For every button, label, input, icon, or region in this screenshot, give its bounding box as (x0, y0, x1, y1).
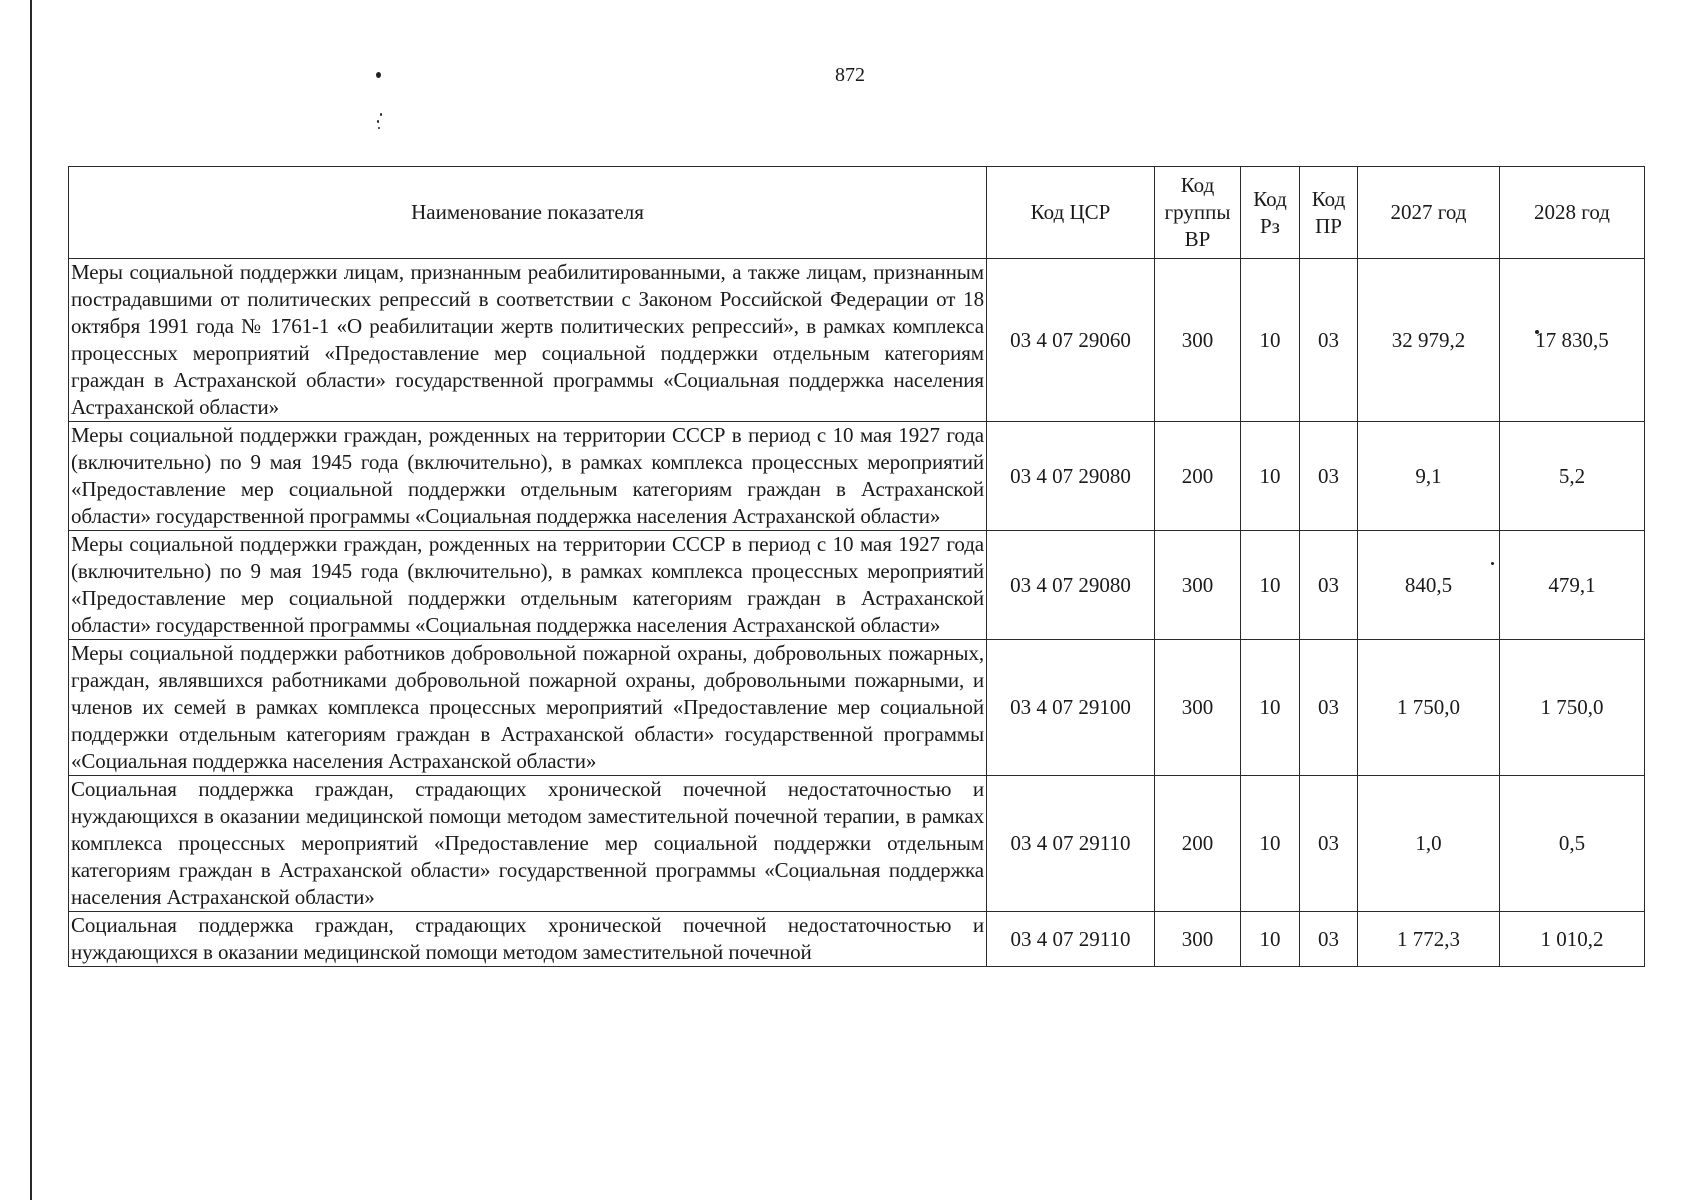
table-row (69, 776, 1645, 912)
amount-2027: 32 979,2 (1358, 259, 1500, 422)
page-number: 872 (835, 64, 865, 86)
indicator-name: Социальная поддержка граждан, страдающих хронической почечной недостаточностью и нуждающихся в оказании медицинской помощи методом заместительной почечной (69, 912, 987, 967)
csr-code: 03 4 07 29110 (987, 912, 1155, 967)
amount-2028: 479,1 (1500, 531, 1645, 640)
vr-group-code: 200 (1155, 422, 1241, 531)
indicator-name: Меры социальной поддержки работников добровольной пожарной охраны, добровольных пожарных, граждан, являвшихся работниками добровольной пожарной охраны, добровольными пожарными, и членов их семей в рамках комплекса процессных мероприятий «Предоставление мер социальной поддержки отдельным категориям граждан в Астраханской области» государственной программы «Социальная поддержка населения Астраханской области» (69, 640, 987, 776)
scan-speck (376, 72, 381, 78)
csr-code: 03 4 07 29060 (987, 259, 1155, 422)
header-year-2027: 2027 год (1358, 167, 1500, 259)
header-csr-code: Код ЦСР (987, 167, 1155, 259)
amount-2028: 0,5 (1500, 776, 1645, 912)
amount-2027: 1 750,0 (1358, 640, 1500, 776)
pr-code: 03 (1300, 531, 1358, 640)
pr-code: 03 (1300, 776, 1358, 912)
indicator-name: Социальная поддержка граждан, страдающих хронической почечной недостаточностью и нуждающихся в оказании медицинской помощи методом заместительной почечной терапии, в рамках комплекса процессных мероприятий «Предоставление мер социальной поддержки отдельным категориям граждан в Астраханской области» государственной программы «Социальная поддержка населения Астраханской области» (69, 776, 987, 912)
amount-2027: 9,1 (1358, 422, 1500, 531)
rz-code: 10 (1241, 776, 1300, 912)
budget-table (68, 166, 1645, 967)
header-indicator-name: Наименование показателя (69, 167, 987, 259)
amount-2027: 1 772,3 (1358, 912, 1500, 967)
scan-speck (380, 113, 382, 116)
header-rz-code: Код Рз (1241, 167, 1300, 259)
table-row (69, 912, 1645, 967)
indicator-name: Меры социальной поддержки граждан, рожденных на территории СССР в период с 10 мая 1927 года (включительно) по 9 мая 1945 года (включительно), в рамках комплекса процессных мероприятий «Предоставление мер социальной поддержки отдельным категориям граждан в Астраханской области» государственной программы «Социальная поддержка населения Астраханской области» (69, 531, 987, 640)
rz-code: 10 (1241, 531, 1300, 640)
vr-group-code: 300 (1155, 259, 1241, 422)
amount-2028: 17 830,5 (1500, 259, 1645, 422)
table-row (69, 259, 1645, 422)
scan-left-border-line (30, 0, 32, 1200)
amount-2028: 1 750,0 (1500, 640, 1645, 776)
table-row (69, 422, 1645, 531)
csr-code: 03 4 07 29080 (987, 422, 1155, 531)
amount-2027: 840,5 (1358, 531, 1500, 640)
pr-code: 03 (1300, 912, 1358, 967)
header-pr-code: Код ПР (1300, 167, 1358, 259)
vr-group-code: 300 (1155, 912, 1241, 967)
table-row (69, 640, 1645, 776)
table-row (69, 531, 1645, 640)
header-vr-group-code: Код группы ВР (1155, 167, 1241, 259)
amount-2027: 1,0 (1358, 776, 1500, 912)
rz-code: 10 (1241, 912, 1300, 967)
vr-group-code: 300 (1155, 640, 1241, 776)
indicator-name: Меры социальной поддержки граждан, рожденных на территории СССР в период с 10 мая 1927 года (включительно) по 9 мая 1945 года (включительно), в рамках комплекса процессных мероприятий «Предоставление мер социальной поддержки отдельным категориям граждан в Астраханской области» государственной программы «Социальная поддержка населения Астраханской области» (69, 422, 987, 531)
indicator-name: Меры социальной поддержки лицам, признанным реабилитированными, а также лицам, признанным пострадавшими от политических репрессий в соответствии с Законом Российской Федерации от 18 октября 1991 года № 1761-1 «О реабилитации жертв политических репрессий», в рамках комплекса процессных мероприятий «Предоставление мер социальной поддержки отдельным категориям граждан в Астраханской области» государственной программы «Социальная поддержка населения Астраханской области» (69, 259, 987, 422)
pr-code: 03 (1300, 640, 1358, 776)
vr-group-code: 200 (1155, 776, 1241, 912)
rz-code: 10 (1241, 259, 1300, 422)
amount-2028: 1 010,2 (1500, 912, 1645, 967)
rz-code: 10 (1241, 640, 1300, 776)
csr-code: 03 4 07 29080 (987, 531, 1155, 640)
pr-code: 03 (1300, 259, 1358, 422)
csr-code: 03 4 07 29100 (987, 640, 1155, 776)
pr-code: 03 (1300, 422, 1358, 531)
table-header-row (69, 167, 1645, 259)
rz-code: 10 (1241, 422, 1300, 531)
csr-code: 03 4 07 29110 (987, 776, 1155, 912)
vr-group-code: 300 (1155, 531, 1241, 640)
scan-speck (377, 120, 379, 123)
header-year-2028: 2028 год (1500, 167, 1645, 259)
scan-speck (378, 127, 380, 129)
amount-2028: 5,2 (1500, 422, 1645, 531)
